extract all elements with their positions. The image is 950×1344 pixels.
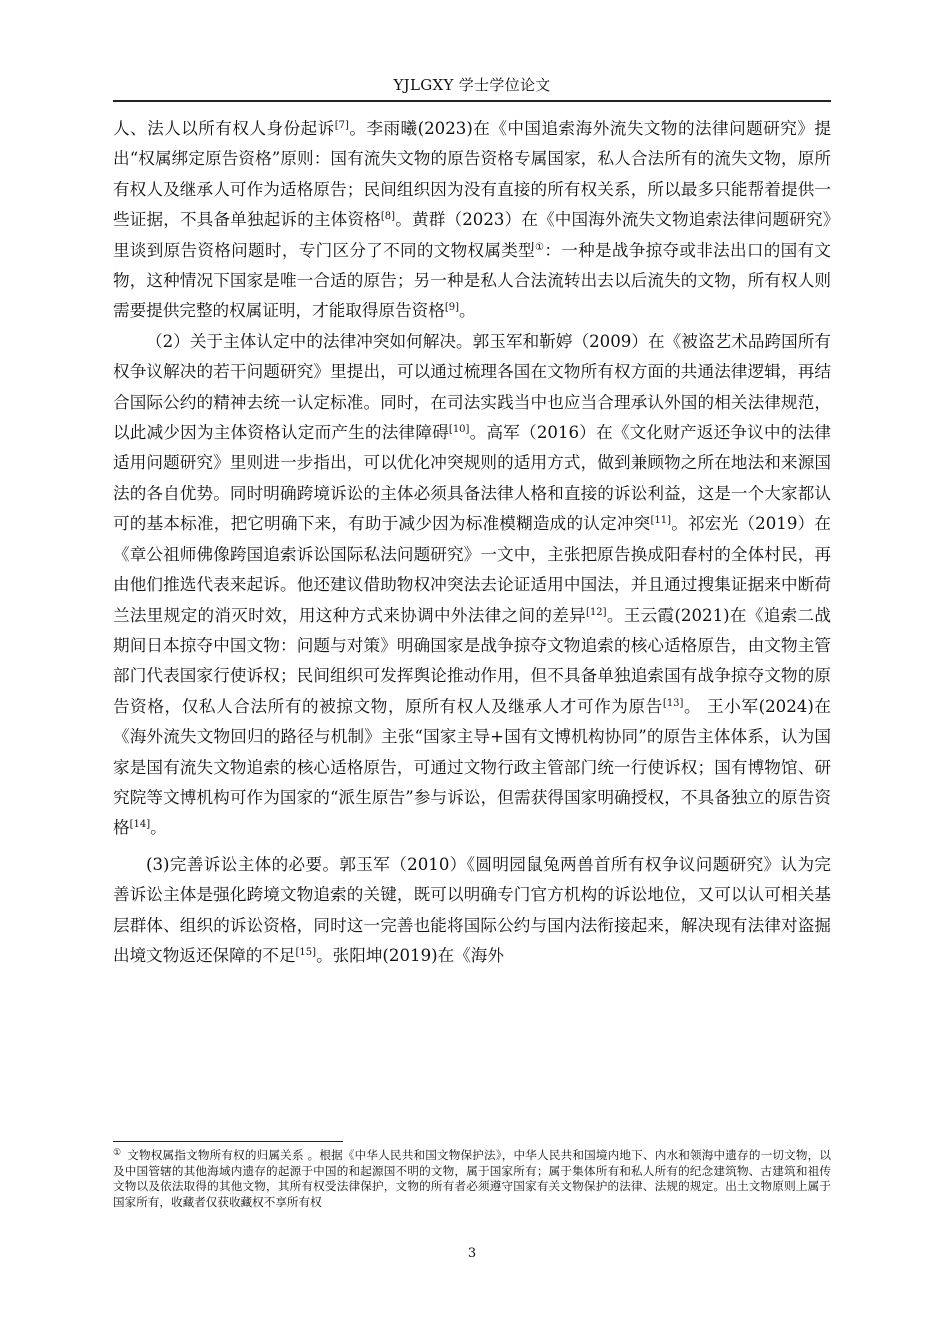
- text-span: 。祁宏光（2019）在《章公祖师佛像跨国追索诉讼国际私法问题研究》一文中，主张把原告换成阳春村的全体村民，再由他们推选代表来起诉。他还建议借助物权冲突法去论证适用中国法，并且通过搜集证据来中断荷兰法里规定的消灭时效，用这种方式来协调中外法律之间的差异: [113, 514, 832, 625]
- citation-7[interactable]: [7]: [334, 120, 349, 131]
- citation-12[interactable]: [12]: [586, 606, 607, 618]
- text-span: 。: [459, 301, 476, 321]
- text-span: 。 王小军(2024)在《海外流失文物回归的路径与机制》主张“国家主导+国有文博机构协同”的原告主体体系，认为国家是国有流失文物追索的核心适格原告，可通过文物行政主管部门统一行使诉权；国有博物馆、研究院等文博机构可作为国家的“派生原告”参与诉讼，但需获得国家明确授权，不具备独立的原告资格: [113, 696, 832, 838]
- text-span: (3)完善诉讼主体的必要。郭玉军（2010）《圆明园鼠兔两兽首所有权争议问题研究》认为完善诉讼主体是强化跨境文物追索的关键，既可以明确专门官方机构的诉讼地位，又可以认可相关基层群体、组织的诉讼资格，同时这一完善也能将国际公约与国内法衔接起来，解决现有法律对盗掘出境文物返还保障的不足: [113, 854, 831, 965]
- text-span: （2）关于主体认定中的法律冲突如何解决。郭玉军和靳婷（2009）在《被盗艺术品跨国所有权争议解决的若干问题研究》里提出，可以通过梳理各国在文物所有权方面的共通法律逻辑，再结合国际公约的精神去统一认定标准。同时，在司法实践当中也应当合理承认外国的相关法律规范，以此减少因为主体资格认定而产生的法律障碍: [113, 331, 831, 443]
- citation-13[interactable]: [13]: [662, 697, 684, 709]
- footnote-mark: ①: [113, 1148, 122, 1158]
- text-span: 。高军（2016）在《文化财产返还争议中的法律适用问题研究》里则进一步指出，可以优化冲突规则的适用方式，做到兼顾物之所在地法和来源国法的各自优势。同时明确跨境诉讼的主体必须具备法律人格和直接的诉讼利益，这是一个大家都认可的基本标准，把它明确下来，有助于减少因为标准模糊造成的认定冲突: [113, 423, 832, 534]
- footnote: [113, 1148, 831, 1210]
- citation-15[interactable]: [15]: [295, 946, 317, 958]
- text-span: ：一种是战争掠夺或非法出口的国有文物，这种情况下国家是唯一合适的原告；另一种是私人合法流转出去以后流失的文物，所有权人则需要提供完整的权属证明，才能取得原告资格: [113, 240, 832, 321]
- citation-9[interactable]: [9]: [444, 302, 460, 314]
- text-span: 。: [150, 818, 167, 838]
- body-text: [113, 114, 831, 971]
- text-span: 。李雨曦(2023)在《中国追索海外流失文物的法律问题研究》提出“权属绑定原告资格”原则：国有流失文物的原告资格专属国家，私人合法所有的流失文物，原所有权人及继承人可作为适格原告；民间组织因为没有直接的所有权关系，所以最多只能帮着提供一些证据，不具备单独起诉的主体资格: [113, 119, 831, 230]
- text-span: 。黄群（2023）在《中国海外流失文物追索法律问题研究》里谈到原告资格问题时，专门区分了不同的文物权属类型: [113, 210, 832, 260]
- citation-14[interactable]: [14]: [129, 819, 151, 831]
- citation-11[interactable]: [11]: [650, 515, 671, 527]
- footnote-ref-1[interactable]: ①: [535, 241, 545, 253]
- footnote-text: 文物权属指文物所有权的归属关系 。根据《中华人民共和国文物保护法》，中华人民共和国境内地下、内水和领海中遗存的一切文物，以及中国管辖的其他海域内遗存的起源于中国的和起源国不明的文物，属于国家所有；属于集体所有和私人所有的纪念建筑物、古建筑和祖传文物以及依法取得的其他文物，其所有权受法律保护，文物的所有者必须遵守国家有关文物保护的法律、法规的规定。出土文物原则上属于国家所有，收藏者仅获收藏权不享所有权: [113, 1148, 832, 1209]
- citation-10[interactable]: [10]: [448, 424, 470, 436]
- text-span: 人、法人以所有权人身份起诉: [113, 119, 335, 138]
- paragraph-2: [113, 327, 831, 844]
- citation-8[interactable]: [8]: [380, 211, 396, 223]
- paragraph-3: [113, 850, 831, 972]
- paragraph-1: [113, 114, 831, 327]
- footnote-rule: [113, 1141, 343, 1142]
- text-span: 。王云霞(2021)在《追索二战期间日本掠夺中国文物：问题与对策》明确国家是战争掠夺文物追索的核心适格原告，由文物主管部门代表国家行使诉权；民间组织可发挥舆论推动作用，但不具备单独追索国有战争掠夺文物的原告资格，仅私人合法所有的被掠文物，原所有权人及继承人才可作为原告: [113, 605, 831, 716]
- text-span: 。张阳坤(2019)在《海外: [316, 945, 504, 965]
- running-header: YJLGXY 学士学位论文: [393, 76, 551, 94]
- header-rule: [113, 100, 831, 102]
- page-number: 3: [467, 1246, 477, 1261]
